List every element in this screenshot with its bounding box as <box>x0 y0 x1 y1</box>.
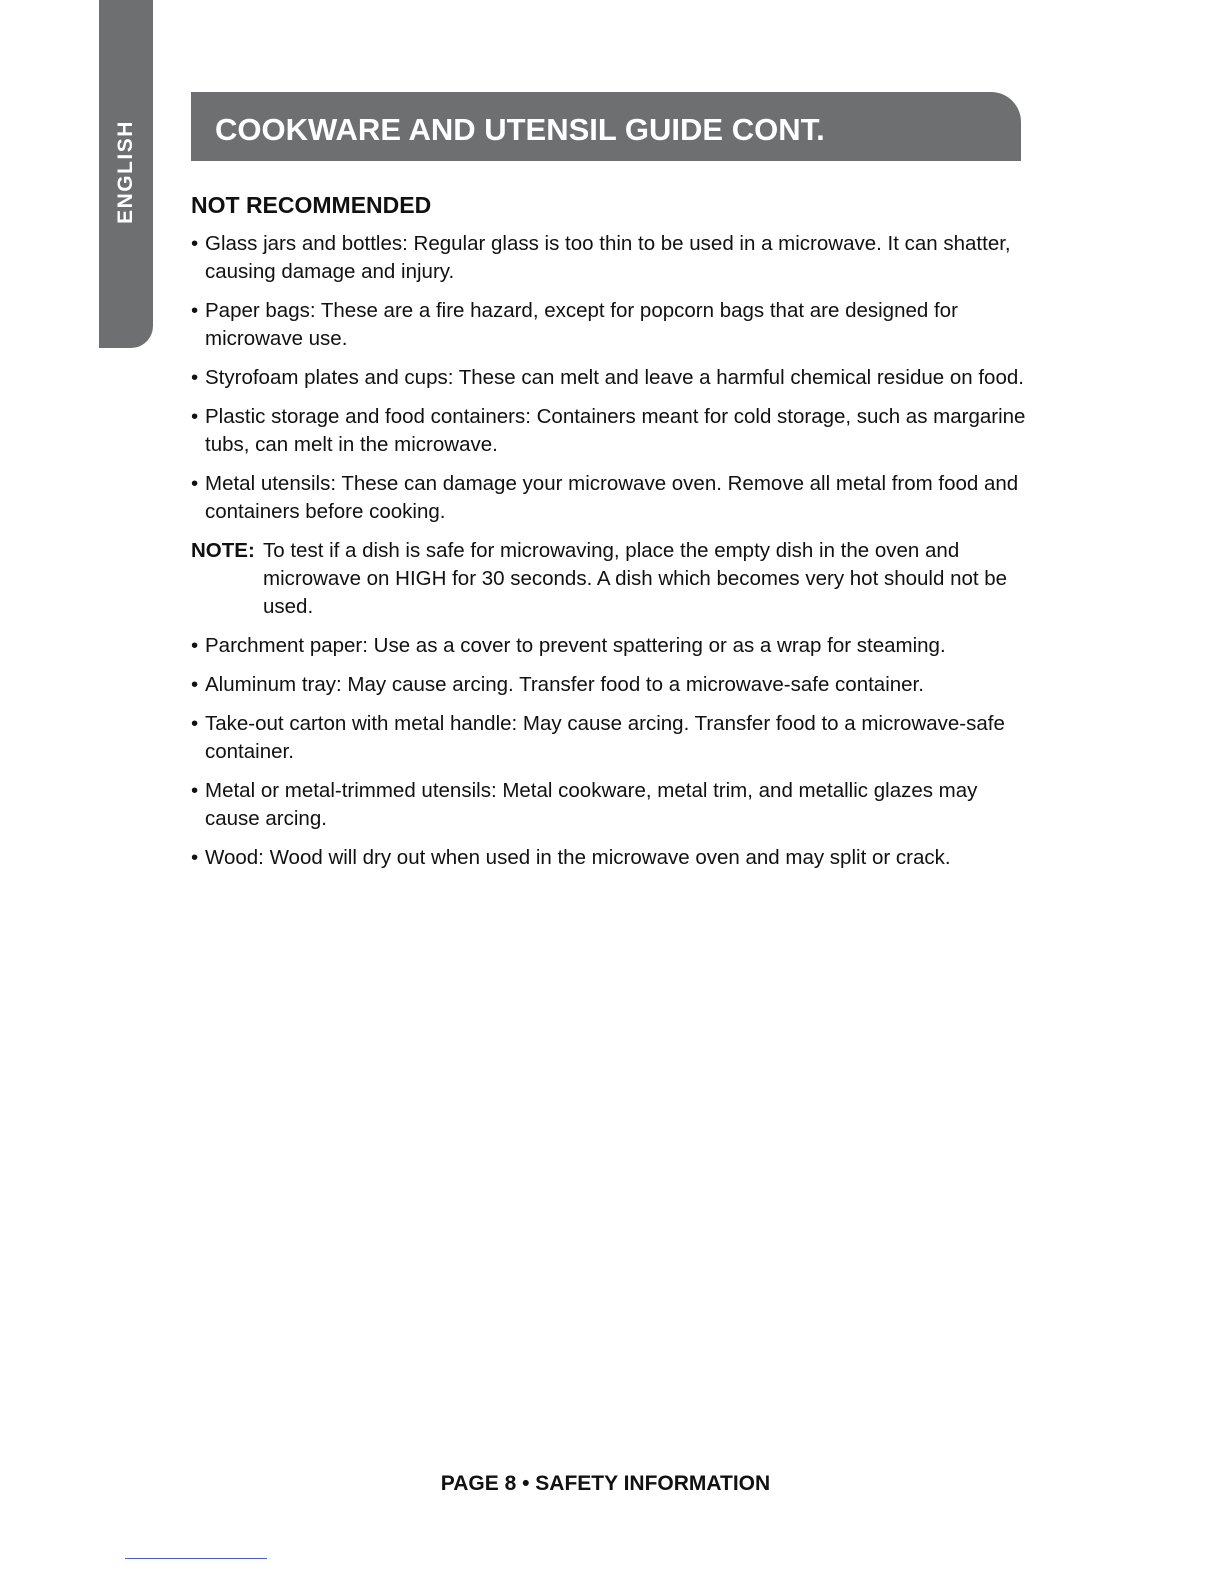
list-item-text: Aluminum tray: May cause arcing. Transfer food to a microwave-safe container. <box>205 673 924 696</box>
bullet-icon: • <box>191 779 199 802</box>
language-tab <box>99 0 153 348</box>
list-item <box>191 403 1031 459</box>
list-item-text: Metal or metal-trimmed utensils: Metal cookware, metal trim, and metallic glazes may cause arcing. <box>205 779 978 830</box>
content-area <box>191 190 1031 883</box>
note-text: To test if a dish is safe for microwaving, place the empty dish in the oven and microwave on HIGH for 30 seconds. A dish which becomes very hot should not be used. <box>263 539 1008 618</box>
bullet-icon: • <box>191 366 199 389</box>
list-item-text: Take-out carton with metal handle: May cause arcing. Transfer food to a microwave-safe container. <box>205 712 1005 763</box>
list-item <box>191 844 1031 872</box>
note-label: NOTE: <box>191 539 255 562</box>
bullet-icon: • <box>191 673 199 696</box>
page-title: COOKWARE AND UTENSIL GUIDE CONT. <box>215 112 825 147</box>
note-block <box>191 537 1031 621</box>
list-item <box>191 777 1031 833</box>
bullet-icon: • <box>191 299 199 322</box>
list-item-text: Plastic storage and food containers: Containers meant for cold storage, such as margarine tubs, can melt in the microwave. <box>205 405 1026 456</box>
language-tab-label: ENGLISH <box>114 120 137 224</box>
section-header-bar <box>191 92 1021 161</box>
bullet-icon: • <box>191 472 199 495</box>
section-heading: NOT RECOMMENDED <box>191 192 432 218</box>
list-item <box>191 364 1031 392</box>
footer-rule <box>125 1558 267 1559</box>
list-item <box>191 632 1031 660</box>
list-item-text: Glass jars and bottles: Regular glass is too thin to be used in a microwave. It can shatter, causing damage and injury. <box>205 232 1011 283</box>
list-item-text: Paper bags: These are a fire hazard, except for popcorn bags that are designed for microwave use. <box>205 299 958 350</box>
page-footer: PAGE 8 • SAFETY INFORMATION <box>440 1472 771 1495</box>
bullet-icon: • <box>191 232 199 255</box>
list-item-text: Wood: Wood will dry out when used in the microwave oven and may split or crack. <box>205 846 951 869</box>
bullet-icon: • <box>191 634 199 657</box>
list-item-text: Styrofoam plates and cups: These can melt and leave a harmful chemical residue on food. <box>205 366 1024 389</box>
bullet-icon: • <box>191 405 199 428</box>
list-item-text: Metal utensils: These can damage your microwave oven. Remove all metal from food and containers before cooking. <box>205 472 1019 523</box>
list-item <box>191 230 1031 286</box>
list-item <box>191 297 1031 353</box>
not-recommended-list-2 <box>191 632 1031 872</box>
list-item-text: Parchment paper: Use as a cover to prevent spattering or as a wrap for steaming. <box>205 634 946 657</box>
bullet-icon: • <box>191 846 199 869</box>
bullet-icon: • <box>191 712 199 735</box>
list-item <box>191 671 1031 699</box>
not-recommended-list-1 <box>191 230 1031 526</box>
list-item <box>191 470 1031 526</box>
list-item <box>191 710 1031 766</box>
